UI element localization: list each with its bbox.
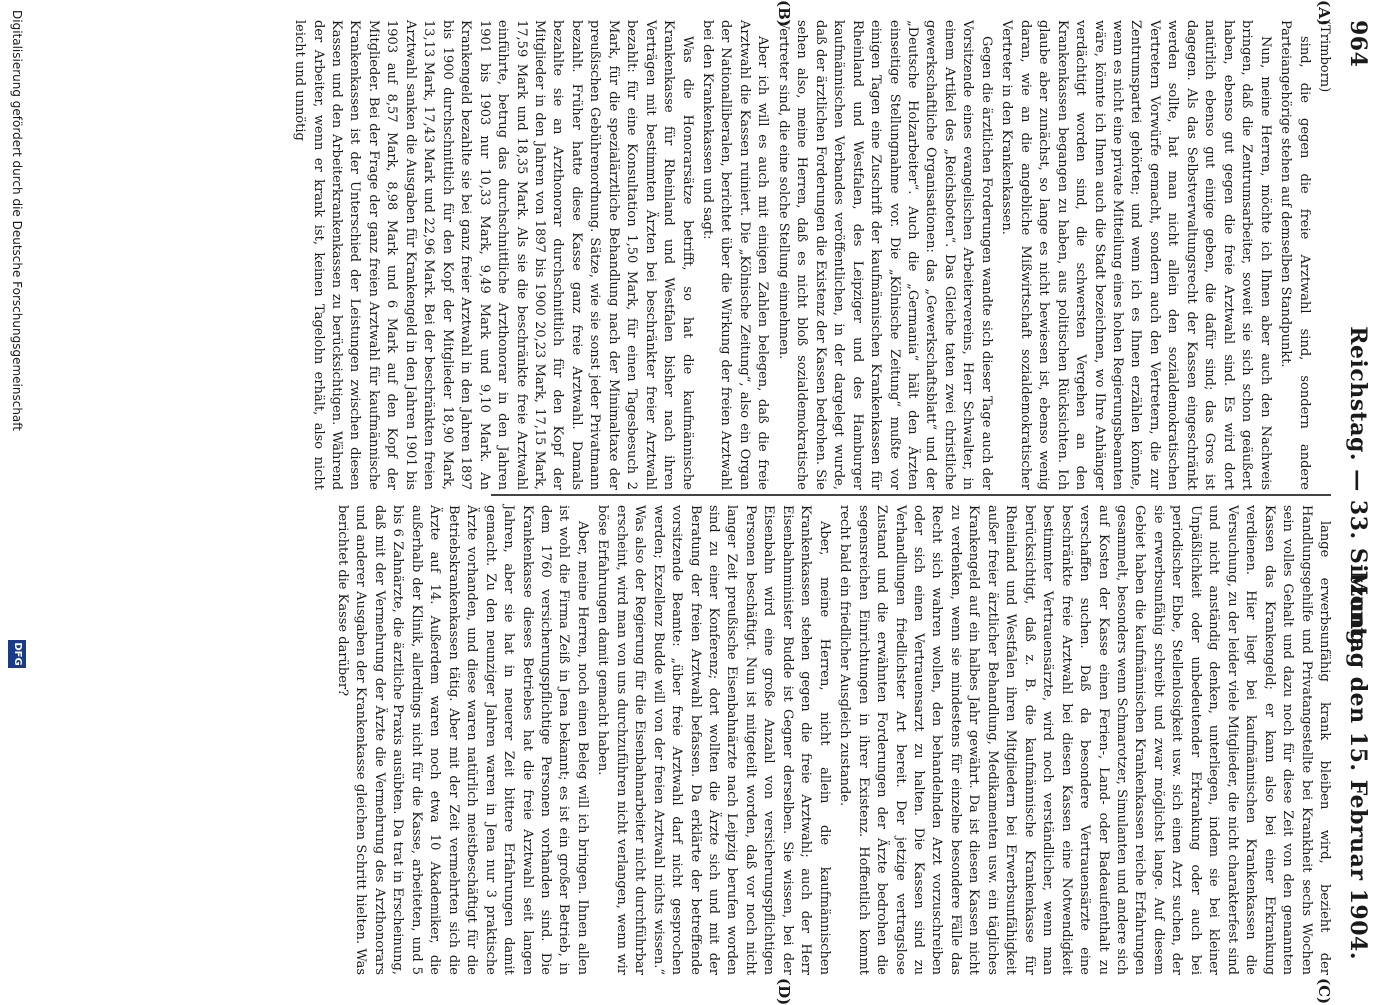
paragraph: Aber, meine Herren, nicht allein die kaufmännischen Krankenkassen stehen gegen die freie Arztwahl; auch der Herr Eisenbahnminister Budde ist Gegner derselben. Sie wissen, bei der Eisenbahn wird eine große Anzahl von versicherungspflichtigen Personen beschäftigt. Nun ist mitgeteilt worden, daß vor noch nicht langer Zeit preußische Eisenbahnärzte nach Leipzig berufen worden sind zu einer Konferenz; dort wollten die Ärzte sich und mit der Beratung der freien Arztwahl befassen. Da erklärte der betreffende vorsitzende Beamte: „über freie Arztwahl darf nicht gesprochen werden; Exzellenz Budde will von der freien Arztwahl nichts wissen.“ Was also der Regierung für die Eisenbahnarbeiter nicht durchführbar erscheint, wird man von uns durchzuführen nicht verlangen, wenn wir böse Erfahrungen damit gemacht haben. xyxy=(595,505,832,975)
paragraph: Gegen die ärztlichen Forderungen wandte sich dieser Tage auch der Vorsitzende eines evangelischen Arbeitervereins, Herr Schwalter, in einem Artikel des „Reichsboten“. Das Gleiche taten zwei christliche gewerkschaftliche Organisationen: das „Gewerkschaftsblatt“ und der „Deutsche Holzarbeiter“. Auch die „Germania“ hält den Ärzten einseitige Stellungnahme vor. Die „Kölnische Zeitung“ mußte vor einigen Tagen eine Zuschrift der kaufmännischen Krankenkassen für Rheinland und Westfalen, des Leipziger und des Hamburger kaufmännischen Verbandes veröffentlichen, in der dargelegt wurde, daß der ärztlichen Forderungen die Existenz der Kassen bedrohen. Sie sehen also, meine Herren, daß es nicht bloß sozialdemokratische Vertreter sind, die eine solche Stellung einnehmen. xyxy=(775,20,994,490)
margin-marker-d: (D) xyxy=(775,978,793,1005)
left-column xyxy=(288,20,1333,490)
paragraph: Aber ich will es auch mit einigen Zahlen belegen, daß die freie Arztwahl die Kassen ruiniert. Die „Kölnische Zeitung“, also ein Organ der Nationalliberalen, berichtet über die Wirkung der freien Arztwahl bei den Krankenkassen und sagt: xyxy=(700,20,771,490)
column-divider xyxy=(491,494,1331,496)
page-header xyxy=(1339,20,1379,960)
digitization-footer xyxy=(4,0,28,1000)
margin-marker-a: (A) xyxy=(1315,0,1333,26)
paragraph: Was die Honorarsätze betrifft, so hat die kaufmännische Krankenkasse für Rheinland und Westfalen bisher nach ihren Verträgen mit bestimmten Ärzten bei beschränkter freier Arztwahl bezahlt: für eine Konsultation 1,50 Mark, für einen Tagesbesuch 2 Mark, für die spezialärztliche Behandlung nach der Minimaltaxe der preußischen Gebührenordnung. Sätze, wie sie sonst jeder Privatmann bezahlt. Früher hatte diese Kasse ganz freie Arztwahl. Damals bezahlte sie an Arzthonorar durchschnittlich für den Kopf der Mitglieder in den Jahren von 1897 bis 1900 20,23 Mark, 17,15 Mark, 17,59 Mark und 18,35 Mark. Als sie die beschränkte freie Arztwahl einführte, betrug das durchschnittliche Arzthonorar in den Jahren 1901 bis 1903 nur 10,33 Mark, 9,49 Mark und 9,10 Mark. An Krankengeld bezahlte sie bei ganz freier Arztwahl in den Jahren 1897 bis 1900 durchschnittlich für den Kopf der Mitglieder 18,90 Mark, 13,13 Mark, 17,43 Mark und 22,96 Mark. Bei der beschränkten freien Arztwahl sanken die Ausgaben für Krankengeld in den Jahren 1901 bis 1903 auf 8,57 Mark, 8,98 Mark und 6 Mark auf den Kopf der Mitglieder. Bei der Frage der ganz freien Arztwahl für kaufmännische Krankenkassen ist der Unterschied der Leistungen zwischen diesen Kassen und den Arbeiterkrankenkassen zu berücksichtigen. Während der Arbeiter, wenn er krank ist, keinen Tagelohn erhält, also nicht leicht und unnötig xyxy=(292,20,695,490)
paragraph: Aber, meine Herren, noch einen Beleg will ich bringen. Ihnen allen ist wohl die Firma Zeiß in Jena bekannt; es ist ein großer Betrieb, in dem 1760 versicherungspflichtige Personen vorhanden sind. Die Krankenkasse dieses Betriebes hat die freie Arztwahl seit langen Jahren, aber sie hat in neuerer Zeit bittere Erfahrungen damit gemacht. Zu den neunziger Jahren waren in Jena nur 3 praktische Ärzte vorhanden, und diese waren natürlich meistbeschäftigt für die Betriebskrankenkassen tätig. Aber mit der Zeit vermehrten sich die Ärzte auf 14. Außerdem waren noch etwa 10 Akademiker, die außerhalb der Klinik, allerdings nicht für die Kasse, arbeiteten, und 5 bis 6 Zahnärzte, die ärztliche Praxis ausübten. Da trat in Erscheinung, daß mit der Vermehrung der Ärzte die Vermehrung des Arzthonorars und anderer Ausgaben der Krankenkasse gleichen Schritt hielten. Was berichtet die Kasse darüber? xyxy=(334,505,590,975)
paragraph: lange erwerbsunfähig krank bleiben wird, bezieht der Handlungsgehilfe und Privatangestellte bei Krankheit sechs Wochen sein volles Gehalt und dazu noch für diese Zeit von den genannten Kassen das Krankengeld; er kann also bei einer Erkrankung verdienen. Hier liegt bei kaufmännischen Krankenkassen die Versuchung, zu der leider viele Mitglieder, die nicht charakterfest sind und nicht anständig denken, unterliegen, indem sie bei kleiner Unpäßlichkeit oder unbedeutender Erkrankung oder auch bei periodischer Ebbe, Stellenlosigkeit usw. sich einen Arzt suchen, der sie erwerbsunfähig schreibt und zwar möglichst lange. Auf diesem Gebiet haben die kaufmännischen Krankenkassen reiche Erfahrungen gesammelt, besonders wenn Schmarotzer, Simulanten und andere sich auf Kosten der Kasse einen Ferien-, Land- oder Badeaufenthalt zu verschaffen suchen. Daß da besondere Vertrauensärzte eine beschränkte freie Arztwahl bei diesen Kassen eine Notwendigkeit bestimmter Vertrauensärzte, wird noch verständlicher, wenn man berücksichtigt, daß z. B. die kaufmännische Krankenkasse für Rheinland und Westfalen ihren Mitgliedern bei Erwerbsunfähigkeit außer freier ärztlicher Behandlung, Medikamenten usw. ein tägliches Krankengeld auf ein halbes Jahr gewährt. Da ist diesen Kassen nicht zu verdenken, wenn sie mindestens für einzelne besondere Fälle das Recht sich wahren wollen, den behandelnden Arzt vorzuschreiben oder sich einen Vertrauensarzt zu halten. Die Kassen sind zu Verhandlungen friedlichster Art bereit. Der jetzige vertragslose Zustand und die erwähnten Forderungen der Ärzte bedrohen die segensreichen Einrichtungen in ihrer Existenz. Hoffentlich kommt recht bald ein friedlicher Ausgleich zustande. xyxy=(837,505,1332,975)
margin-marker-c: (C) xyxy=(1315,978,1333,1005)
margin-marker-b: (B) xyxy=(775,0,793,27)
paragraph: sind, die gegen die freie Arztwahl sind, sondern andere Parteiangehörige stehen auf demselben Standpunkt. xyxy=(1278,20,1312,490)
right-column xyxy=(331,505,1333,975)
dfg-logo: DFG xyxy=(8,640,26,668)
page-number: 964 xyxy=(1345,20,1371,68)
session-title: Reichstag. — 33. Sitzung. xyxy=(1345,326,1371,654)
footer-text: Digitalisierung gefördert durch die Deutsche Forschungsgemeinschaft xyxy=(10,10,24,432)
session-date: Montag den 15. Februar 1904. xyxy=(1345,570,1371,960)
speaker-name: (Trimborn) xyxy=(1317,20,1332,93)
paragraph: Nun, meine Herren, möchte ich Ihnen aber auch den Nachweis bringen, daß die Zentrumsarbeiter, soweit sie sich schon geäußert haben, ebenso gut gegen die freie Arztwahl sind. Es wird dort natürlich ebenso gut einige geben, die dafür sind; das Gros ist dagegen. Als das Selbstverwaltungsrecht der Kassen eingeschränkt werden sollte, hat man nicht allein den sozialdemokratischen Vertretern Vorwürfe gemacht, sondern auch den Vertretern, die zur Zentrumspartei gehörten; und wenn ich es Ihnen erzählen könnte, wenn es nicht eine private Mitteilung eines hohen Regierungsbeamten wäre, könnte ich Ihnen auch die Stadt bezeichnen, wo Ihre Anhänger verdächtigt worden sind, die schwersten Vergehen an den Krankenkassen begangen zu haben, aus politischen Rücksichten. Ich glaube aber zunächst, so lange es nicht bewiesen ist, ebenso wenig daran, wie an die angebliche Mißwirtschaft sozialdemokratischer Vertreter in den Krankenkassen. xyxy=(999,20,1273,490)
